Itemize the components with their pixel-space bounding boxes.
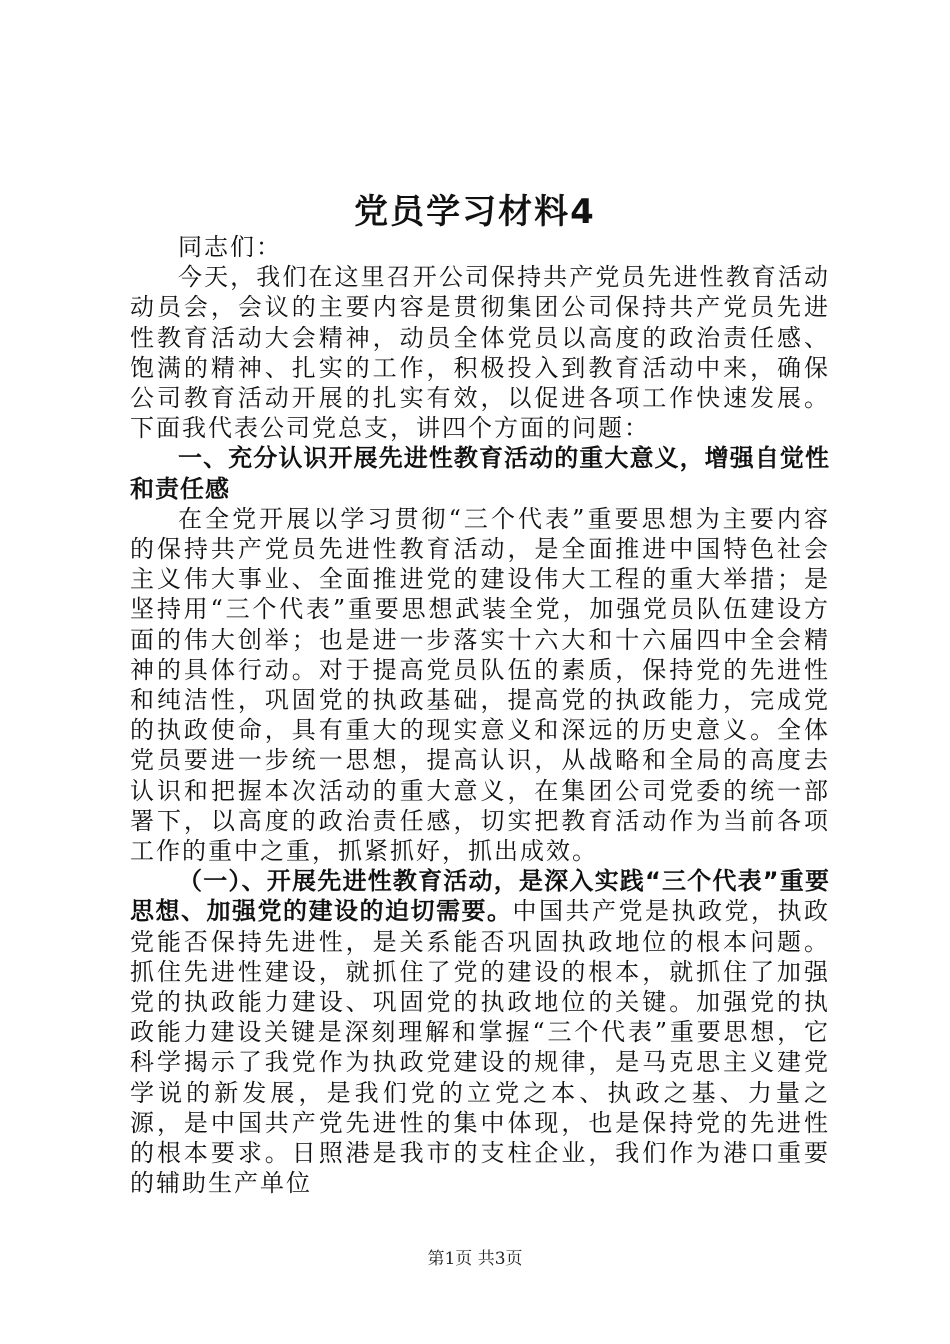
section-paragraph: 在全党开展以学习贯彻“三个代表”重要思想为主要内容的保持共产党员先进性教育活动，是全面推进中国特色社会主义伟大事业、全面推进党的建设伟大工程的重大举措；是坚持用“三个代表”重要思想武装全党，加强党员队伍建设方面的伟大创举；也是进一步落实十六大和十六届四中全会精神的具体行动。对于提高党员队伍的素质，保持党的先进性和纯洁性，巩固党的执政基础，提高党的执政能力，完成党的执政使命，具有重大的现实意义和深远的历史意义。全体党员要进一步统一思想，提高认识，从战略和全局的高度去认识和把握本次活动的重大意义，在集团公司党委的统一部署下，以高度的政治责任感，切实把教育活动作为当前各项工作的重中之重，抓紧抓好，抓出成效。: [130, 504, 830, 866]
salutation: 同志们：: [178, 233, 282, 261]
subsection-paragraph: [130, 866, 830, 1198]
section-heading: 一、充分认识开展先进性教育活动的重大意义，增强自觉性和责任感: [130, 444, 830, 503]
document-body: [130, 232, 830, 1199]
intro-paragraph: 今天，我们在这里召开公司保持共产党员先进性教育活动动员会，会议的主要内容是贯彻集团公司保持共产党员先进性教育活动大会精神，动员全体党员以高度的政治责任感、饱满的精神、扎实的工作，积极投入到教育活动中来，确保公司教育活动开展的扎实有效，以促进各项工作快速发展。下面我代表公司党总支，讲四个方面的问题：: [130, 263, 830, 443]
page-footer: 第1页 共3页: [427, 1249, 523, 1269]
document-title: 党员学习材料4: [354, 192, 596, 232]
subsection-body: 中国共产党是执政党，执政党能否保持先进性，是关系能否巩固执政地位的根本问题。抓住先进性建设，就抓住了党的建设的根本，就抓住了加强党的执政能力建设、巩固党的执政地位的关键。加强党的执政能力建设关键是深刻理解和掌握“三个代表”重要思想，它科学揭示了我党作为执政党建设的规律，是马克思主义建党学说的新发展，是我们党的立党之本、执政之基、力量之源，是中国共产党先进性的集中体现，也是保持党的先进性的根本要求。日照港是我市的支柱企业，我们作为港口重要的辅助生产单位: [130, 897, 830, 1198]
subsection-lead: （一）、开展先进性教育活动，是深入实践“三个代表”重要思想、加强党的建设的迫切需要。: [130, 867, 830, 926]
